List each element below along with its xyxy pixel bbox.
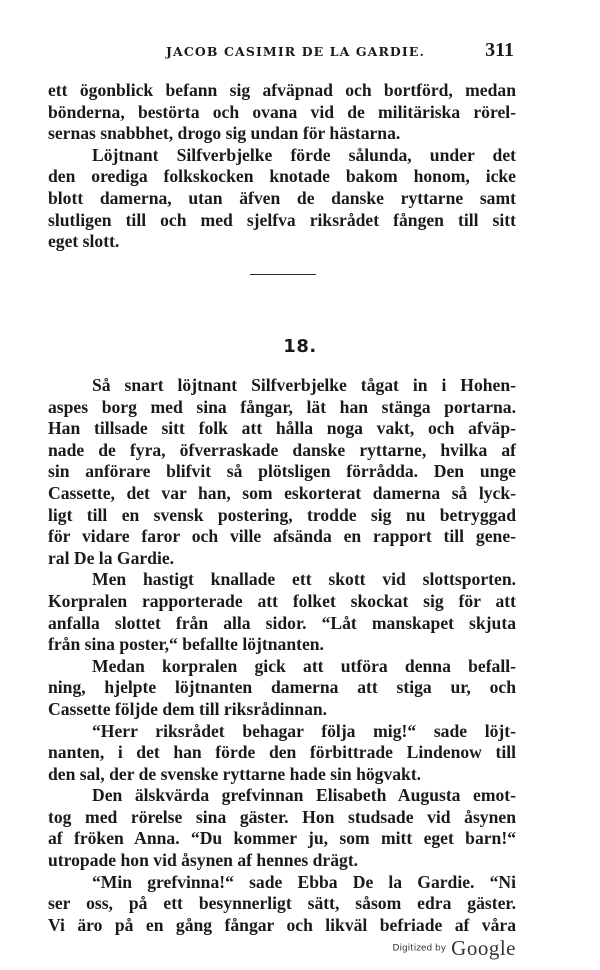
text-line: utropade hon vid åsynen af hennes drägt.	[48, 850, 359, 871]
text-line: Medan korpralen gick att utföra denna befall-	[92, 655, 516, 676]
google-logo: Google	[451, 936, 516, 960]
text-line: “Herr riksrådet behagar följa mig!“ sade löjt-	[92, 720, 516, 741]
running-header	[48, 39, 514, 64]
text-line: af fröken Anna. “Du kommer ju, som mitt eget barn!“	[48, 828, 516, 849]
text-line: den sal, der de svenske ryttarne hade sin högvakt.	[48, 763, 422, 784]
top-paragraph-block	[48, 80, 516, 253]
text-line: ning, hjelpte löjtnanten damerna att stiga ur, och	[48, 677, 516, 698]
text-line: för vidare faror och ville afsända en rapport till gene-	[48, 526, 516, 547]
text-line: Han tillsade sitt folk att hålla noga vakt, och afväp-	[48, 418, 516, 439]
text-line: slutligen till och med sjelfva riksrådet fången till sitt	[48, 209, 516, 230]
section-number: 18.	[283, 336, 317, 357]
text-line: “Min grefvinna!“ sade Ebba De la Gardie. “Ni	[92, 871, 516, 892]
text-line: Den älskvärda grefvinnan Elisabeth Augusta emot-	[92, 785, 516, 806]
text-line: sin anförare blifvit så plötsligen förrådda. Den unge	[48, 461, 516, 482]
text-line: från sina poster,“ befallte löjtnanten.	[48, 634, 324, 655]
text-line: ral De la Gardie.	[48, 547, 175, 568]
text-line: aspes borg med sina fångar, lät han stänga portarna.	[48, 396, 516, 417]
page-number: 311	[485, 39, 514, 61]
text-line: den oredigа folkskocken knotade bakom honom, icke	[48, 166, 516, 187]
text-line: Cassette, det var han, som eskorterat damerna så lyck-	[48, 482, 516, 503]
text-line: nade de fyra, öfverraskade danske ryttarne, hvilka af	[48, 439, 516, 460]
text-line: tog med rörelse sina gäster. Hon studsade vid åsynen	[48, 806, 516, 827]
text-line: Vi äro på en gång fångar och likväl befriade af våra	[48, 914, 516, 935]
text-line: Korpralen rapporterade att folket skockat sig för att	[48, 590, 516, 611]
text-line: Cassette följde dem till riksrådinnan.	[48, 698, 328, 719]
bottom-paragraph-block	[48, 375, 516, 936]
running-title: JACOB CASIMIR DE LA GARDIE.	[166, 44, 425, 59]
watermark-prefix: Digitized by	[392, 943, 447, 954]
digitized-by-google-watermark	[393, 936, 516, 960]
text-line: anfalla slottet från alla sidor. “Låt manskapet skjuta	[48, 612, 516, 633]
text-line: blott damerna, utan äfven de danske ryttarne samt	[48, 187, 516, 208]
text-line: ett ögonblick befann sig afväpnad och bortförd, medan	[48, 80, 516, 100]
text-line: nanten, i det han förde den förbittrade Lindenow till	[48, 742, 516, 763]
text-line: bönderna, bestörta och ovana vid de militäriska rörel-	[48, 101, 516, 122]
text-line: Löjtnant Silfverbjelke förde sålunda, under det	[92, 144, 516, 165]
text-line: ser oss, på ett besynnerligt sätt, såsom edra gäster.	[48, 893, 516, 914]
text-line: sernas snabbhet, drogo sig undan för hästarna.	[48, 123, 401, 144]
text-line: ligt till en svensk postering, trodde sig nu betryggad	[48, 504, 516, 525]
text-line: eget slott.	[48, 231, 120, 252]
text-line: Så snart löjtnant Silfverbjelke tågat in i Hohen-	[92, 375, 516, 395]
section-divider-rule	[250, 274, 316, 275]
text-line: Men hastigt knallade ett skott vid slottsporten.	[92, 569, 516, 590]
